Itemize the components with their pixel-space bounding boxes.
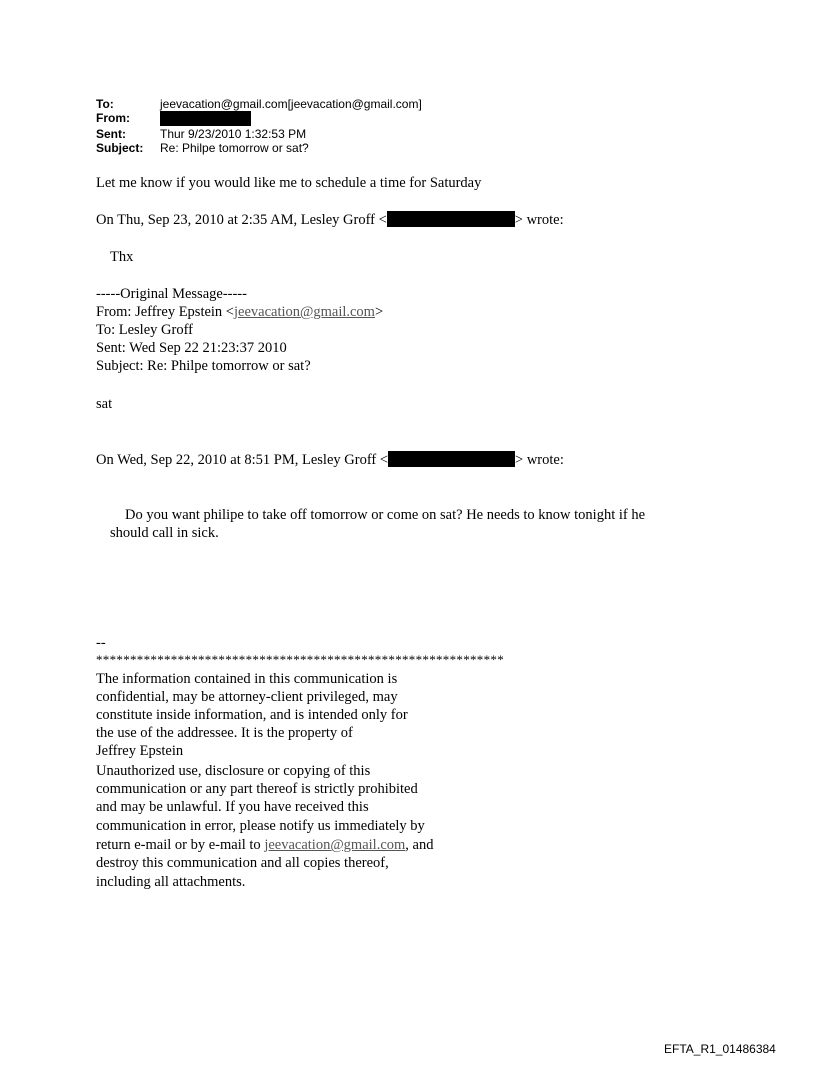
orig-to-line: To: Lesley Groff — [96, 322, 193, 338]
disclaimer-line: communication or any part thereof is strictly prohibited — [96, 781, 418, 797]
disclaimer-line: and may be unlawful. If you have received this — [96, 799, 369, 815]
disclaimer-line: constitute inside information, and is intended only for — [96, 707, 408, 723]
signature-dashes: -- — [96, 635, 106, 651]
disclaimer-line: Jeffrey Epstein — [96, 743, 184, 759]
disclaimer-line: including all attachments. — [96, 874, 246, 890]
sent-label: Sent: — [96, 127, 126, 141]
redaction-box — [387, 211, 515, 227]
return-suffix: , and — [405, 837, 434, 853]
quote2-suffix: > wrote: — [515, 452, 564, 468]
thx-text: Thx — [110, 249, 134, 265]
quote2-prefix: On Wed, Sep 22, 2010 at 8:51 PM, Lesley Groff < — [96, 452, 389, 468]
return-email-link[interactable]: jeevacation@gmail.com — [264, 837, 406, 853]
redaction-box — [160, 111, 251, 126]
original-message-separator: -----Original Message----- — [96, 286, 247, 302]
orig-from-email-link[interactable]: jeevacation@gmail.com — [233, 304, 375, 320]
from-label: From: — [96, 111, 130, 125]
document-id: EFTA_R1_01486384 — [664, 1042, 776, 1056]
signature-stars: ************************************************************ — [96, 652, 504, 667]
subject-value: Re: Philpe tomorrow or sat? — [160, 141, 309, 155]
quote2-line — [96, 451, 564, 469]
to-value: jeevacation@gmail.com[jeevacation@gmail.com] — [160, 97, 422, 111]
orig-from-suffix: > — [374, 304, 384, 320]
quote1-line — [96, 211, 564, 229]
disclaimer-line: Unauthorized use, disclosure or copying of this — [96, 763, 371, 779]
orig-sent-line: Sent: Wed Sep 22 21:23:37 2010 — [96, 340, 287, 356]
disclaimer-line: The information contained in this communication is — [96, 671, 398, 687]
sat-text: sat — [96, 396, 113, 412]
quote1-suffix: > wrote: — [514, 212, 564, 228]
to-label: To: — [96, 97, 114, 111]
header-to-row — [96, 97, 422, 111]
orig-from-prefix: From: Jeffrey Epstein < — [96, 304, 234, 320]
orig-from-line — [96, 303, 383, 321]
subject-label: Subject: — [96, 141, 144, 155]
quote1-prefix: On Thu, Sep 23, 2010 at 2:35 AM, Lesley Groff < — [96, 212, 387, 228]
header-from-row — [96, 111, 251, 126]
question-line-1: Do you want philipe to take off tomorrow or come on sat? He needs to know tonight if he — [125, 507, 646, 523]
return-prefix: return e-mail or by e-mail to — [96, 837, 265, 853]
disclaimer-line: communication in error, please notify us immediately by — [96, 818, 425, 834]
redaction-box — [388, 451, 515, 467]
disclaimer-line: destroy this communication and all copies thereof, — [96, 855, 389, 871]
question-line-2: should call in sick. — [110, 525, 219, 541]
disclaimer-return-line — [96, 836, 433, 854]
reply-text: Let me know if you would like me to schedule a time for Saturday — [96, 175, 482, 191]
sent-value: Thur 9/23/2010 1:32:53 PM — [160, 127, 307, 141]
disclaimer-line: confidential, may be attorney-client privileged, may — [96, 689, 398, 705]
orig-subject-line: Subject: Re: Philpe tomorrow or sat? — [96, 358, 311, 374]
header-subject-row — [96, 141, 309, 155]
disclaimer-line: the use of the addressee. It is the property of — [96, 725, 353, 741]
header-sent-row — [96, 127, 306, 141]
